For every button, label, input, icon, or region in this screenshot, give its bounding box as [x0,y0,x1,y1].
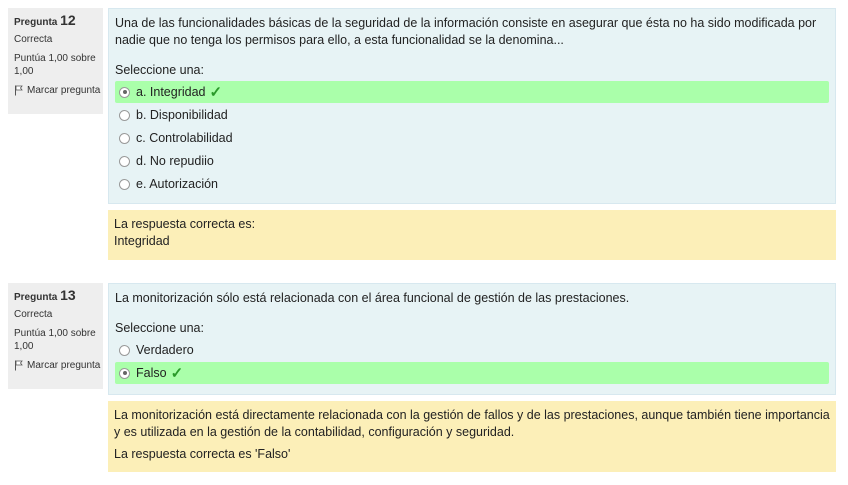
radio-button-icon[interactable] [119,87,130,98]
question-state: Correcta [14,309,53,320]
right-answer-text: La respuesta correcta es 'Falso' [114,447,291,461]
question-grade: Puntúa 1,00 sobre 1,00 [14,53,96,77]
radio-button-icon[interactable] [119,156,130,167]
answer-option-falso[interactable] [115,362,829,384]
question-text: Una de las funcionalidades básicas de la seguridad de la información consiste en asegurar que ésta no ha sido modificada por nadie que no tenga los permisos para ello, a esta funcionalidad se la denomina... [115,16,817,47]
question-formulation-12 [108,8,836,204]
question-formulation-13 [108,283,836,395]
answer-prompt: Seleccione una: [115,63,204,77]
question-title [14,289,103,304]
flag-label: Marcar pregunta [27,85,101,96]
answer-option-verdadero[interactable] [115,339,829,361]
question-state: Correcta [14,34,53,45]
answer-label: d. No repudiio [136,153,214,168]
right-answer-value: Integridad [114,234,170,248]
question-label: Pregunta [14,17,58,28]
answer-label: e. Autorización [136,176,218,191]
answer-option-d[interactable] [115,150,829,172]
question-grade: Puntúa 1,00 sobre 1,00 [14,328,96,352]
question-feedback-12 [108,210,836,260]
answer-label: Verdadero [136,342,194,357]
question-number: 12 [60,12,76,28]
question-number: 13 [60,287,76,303]
flag-label: Marcar pregunta [27,360,101,371]
answer-label: a. Integridad [136,84,206,99]
radio-button-icon[interactable] [119,179,130,190]
flag-question-link[interactable] [14,84,103,97]
checkmark-icon: ✓ [209,83,223,101]
answer-label: c. Controlabilidad [136,130,233,145]
general-feedback: La monitorización está directamente relacionada con la gestión de fallos y de las prestaciones, aunque también tiene importancia y es utilizada en la gestión de la contabilidad, configuración y seguridad. [114,408,830,439]
answer-option-c[interactable] [115,127,829,149]
radio-button-icon[interactable] [119,368,130,379]
question-label: Pregunta [14,292,58,303]
answer-option-b[interactable] [115,104,829,126]
flag-icon [14,360,24,371]
question-info-13 [8,283,103,389]
answer-prompt: Seleccione una: [115,321,204,335]
answer-label: b. Disponibilidad [136,107,228,122]
answer-label: Falso [136,365,167,380]
answer-option-a[interactable] [115,81,829,103]
question-text: La monitorización sólo está relacionada con el área funcional de gestión de las prestaciones. [115,291,630,305]
radio-button-icon[interactable] [119,133,130,144]
flag-question-link[interactable] [14,359,103,372]
checkmark-icon: ✓ [170,364,184,382]
answer-option-e[interactable] [115,173,829,195]
radio-button-icon[interactable] [119,345,130,356]
radio-button-icon[interactable] [119,110,130,121]
question-title [14,14,103,29]
flag-icon [14,85,24,96]
question-feedback-13 [108,401,836,472]
right-answer-heading: La respuesta correcta es: [114,217,256,231]
question-info-12 [8,8,103,114]
